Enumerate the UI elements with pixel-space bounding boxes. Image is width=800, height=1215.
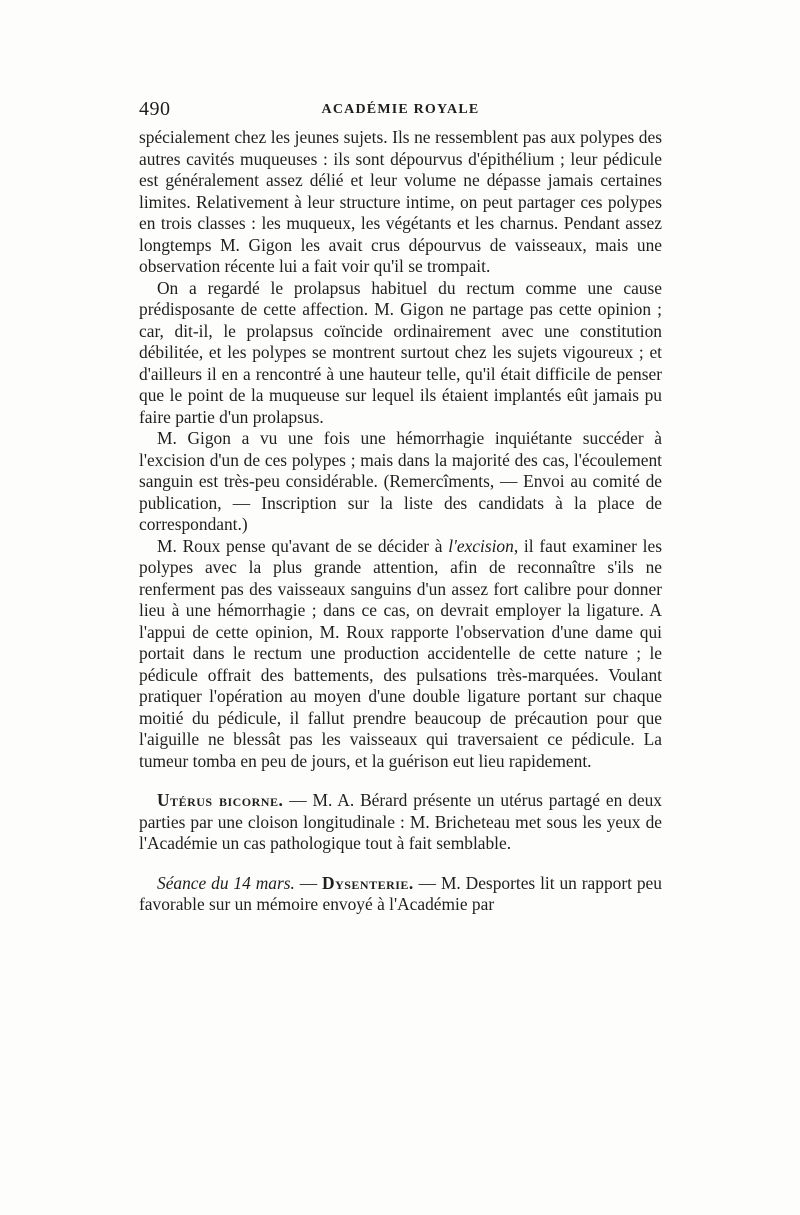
paragraph-roux (139, 536, 662, 773)
dysenterie-text: — M. Desportes lit un rapport peu favorable sur un mémoire envoyé à l'Académie par (139, 872, 662, 914)
roux-text-after: , il faut examiner les polypes avec la plus grande attention, afin de reconnaître s'ils ne renferment pas des vaisseaux sanguins d'un assez fort calibre pour donner lieu à une hémorrhagie ; dans ce cas, on devrait employer la ligature. A l'appui de cette opinion, M. Roux rapporte l'observation d'une dame qui portait dans le rectum une production accidentelle de cette nature ; le pédicule offrait des battements, des pulsations très-marquées. Voulant pratiquer l'opération au moyen d'une double ligature portant sur chaque moitié du pédicule, il fallut prendre beaucoup de précaution pour que l'aiguille ne blessât pas les vaisseaux qui traversaient ce pédicule. La tumeur tomba en peu de jours, et la guérison eut lieu rapidement. (139, 535, 662, 771)
paragraph-uterus-bicorne (139, 790, 662, 855)
paragraph-prolapsus: On a regardé le prolapsus habituel du rectum comme une cause prédisposante de cette affection. M. Gigon ne partage pas cette opinion ; car, dit-il, le prolapsus coïncide ordinairement avec une constitution débilitée, et les polypes se montrent surtout chez les sujets vigoureux ; et d'ailleurs il en a rencontré à une hauteur telle, qu'il était difficile de penser que le point de la muqueuse sur lequel ils étaient implantés eût jamais pu faire partie d'un prolapsus. (139, 277, 662, 427)
roux-text-before: M. Roux pense qu'avant de se décider à (157, 535, 449, 556)
paragraph-seance (139, 873, 662, 916)
seance-date: Séance du 14 mars. (157, 872, 295, 893)
page-header (139, 98, 662, 124)
section-heading-uterus: Utérus bicorne. (157, 790, 284, 810)
paragraph-hemorrhagie: M. Gigon a vu une fois une hémorrhagie inquiétante succéder à l'excision d'un de ces polypes ; mais dans la majorité des cas, l'écoulement sanguin est très-peu considérable. (Remercîments, — Envoi au comité de publication, — Inscription sur la liste des candidats à la place de correspondant.) (139, 428, 662, 534)
section-heading-dysenterie: Dysenterie. (322, 872, 414, 893)
seance-dash: — (294, 872, 323, 893)
paragraph-polypes-structure: spécialement chez les jeunes sujets. Ils ne ressemblent pas aux polypes des autres cavités muqueuses : ils sont dépourvus d'épithélium ; leur pédicule est généralement assez délié et leur volume ne dépasse jamais certaines limites. Relativement à leur structure intime, on peut partager ces polypes en trois classes : les muqueux, les végétants et les charnus. Pendant assez longtemps M. Gigon les avait crus dépourvus de vaisseaux, mais une observation récente lui a fait voir qu'il se trompait. (139, 127, 662, 276)
page-number: 490 (139, 98, 171, 120)
running-title: ACADÉMIE ROYALE (321, 102, 480, 117)
excision-italic: l'excision (448, 535, 514, 556)
uterus-text: — M. A. Bérard présente un utérus partagé en deux parties par une cloison longitudinale : M. Bricheteau met sous les yeux de l'Académie un cas pathologique tout à fait semblable. (139, 790, 662, 853)
body-text (139, 127, 662, 916)
